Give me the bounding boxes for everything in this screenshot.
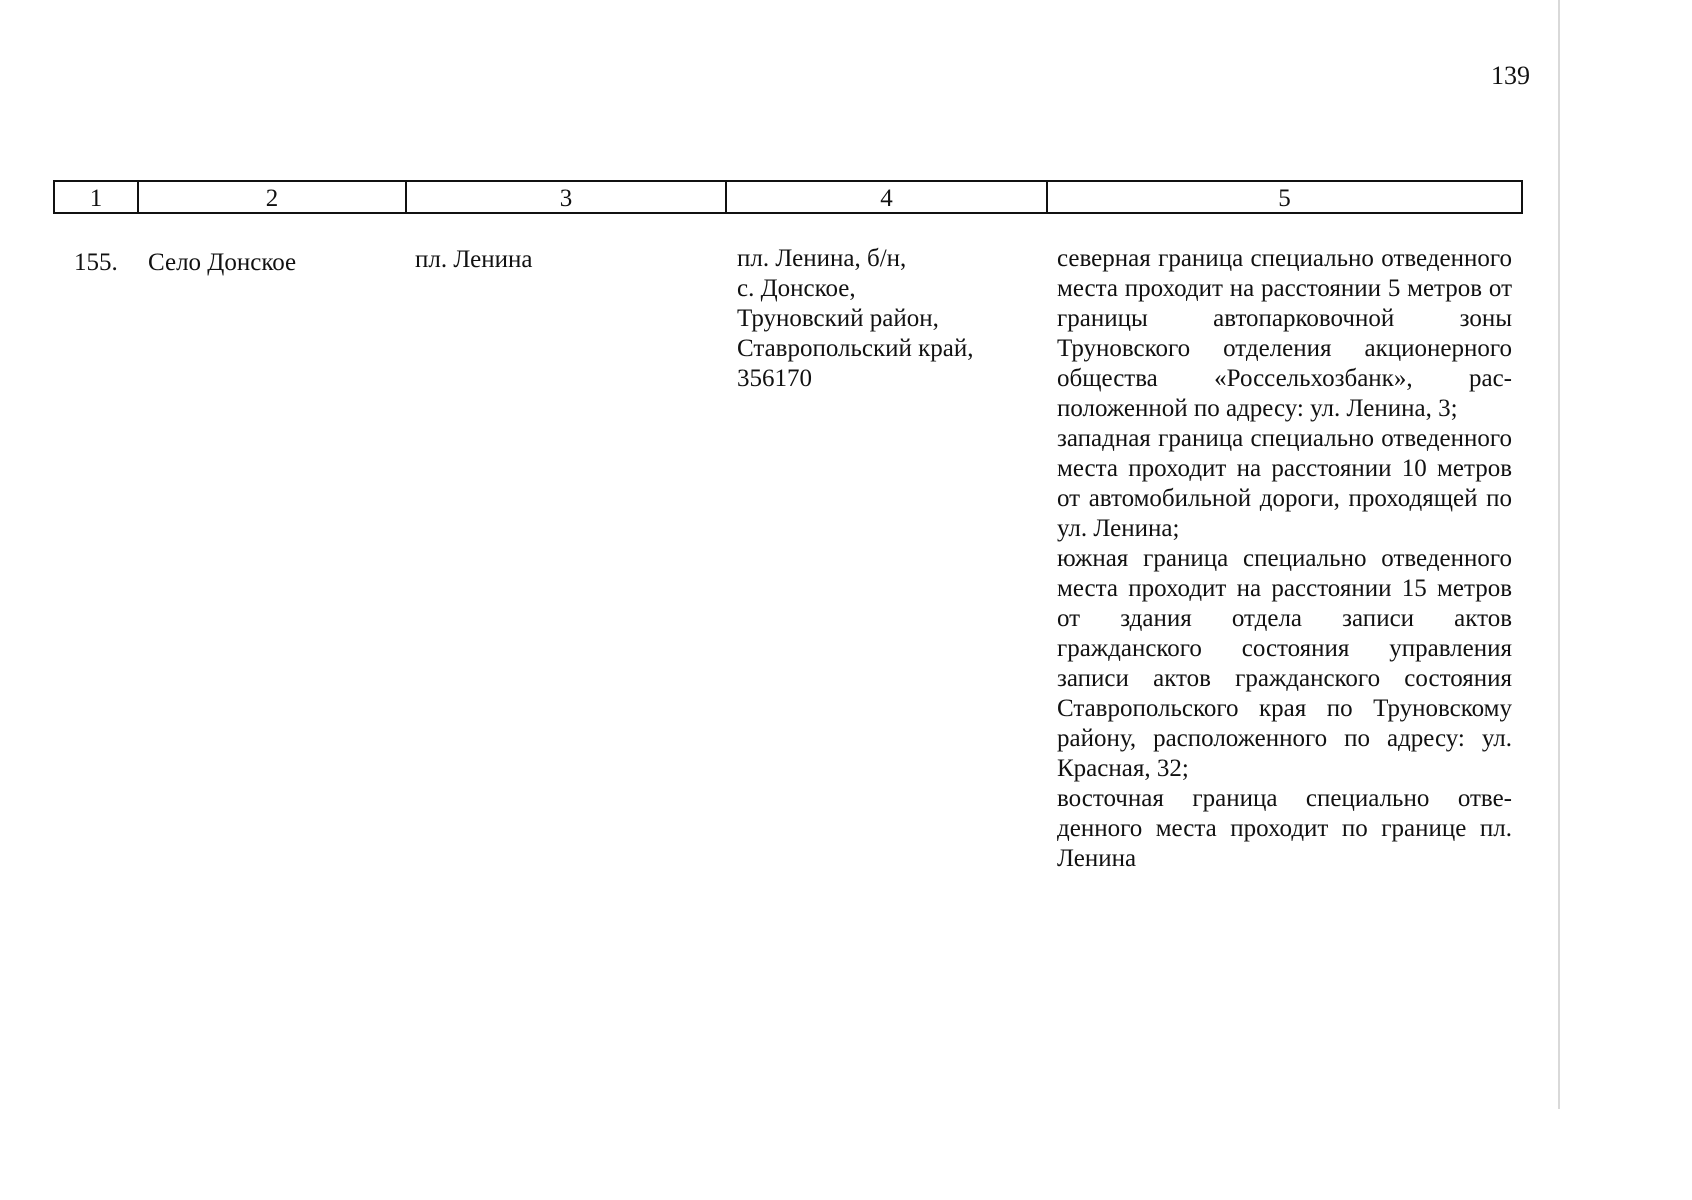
place-name: пл. Ленина xyxy=(415,246,533,273)
east-boundary-text: восточная граница специально отведенного места проходит по границе пл. Ленина xyxy=(1057,785,1512,872)
page-edge-line xyxy=(1558,0,1560,1109)
column-number-1: 1 xyxy=(55,182,139,212)
south-boundary-text: южная граница специально отведенного места проходит на расстоянии 15 метров от здания отдела записи актов гражданского состояния управления записи актов гражданского состояния Ставропольского края по Труновскому району, расположенного по адресу: ул. Красная, 32; xyxy=(1057,545,1512,782)
column-number-5: 5 xyxy=(1278,185,1291,212)
row-number: 155. xyxy=(74,249,118,276)
settlement-name: Село Донское xyxy=(148,249,297,276)
page-number: 139 xyxy=(1491,61,1530,90)
boundary-description xyxy=(1057,244,1512,874)
postal-address: пл. Ленина, б/н, с. Донское, Труновский район, Ставропольский край, 356170 xyxy=(737,245,974,392)
north-boundary-text: северная граница специально отведенного места проходит на расстоянии 5 метров от границы автопарковочной зоны Труновского отделения акционерного общества «Россельхозбанк», расположенной по адресу: ул. Ленина, 3; xyxy=(1057,245,1512,422)
column-number-2: 2 xyxy=(139,182,407,212)
column-number-3: 3 xyxy=(407,182,727,212)
column-number-4: 4 xyxy=(727,182,1048,212)
west-boundary-text: западная граница специально отведенного места проходит на расстоянии 10 метров от автомобильной дороги, проходящей по ул. Ленина; xyxy=(1057,425,1512,542)
column-number-header xyxy=(53,180,1523,214)
